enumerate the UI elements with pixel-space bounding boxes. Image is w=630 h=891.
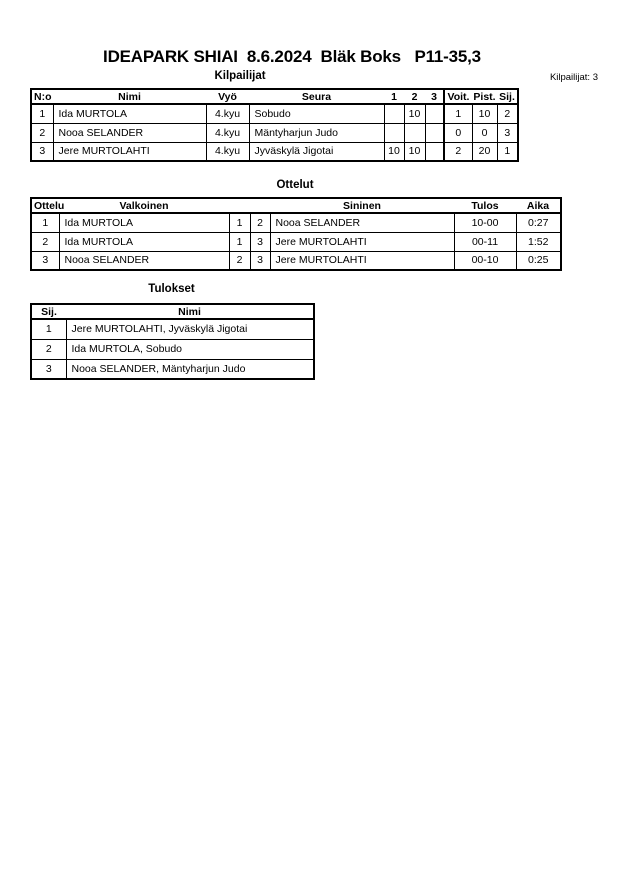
col-header-valkoinen: Valkoinen (59, 198, 229, 213)
cell-seura: Jyväskylä Jigotai (249, 142, 384, 161)
cell-no: 1 (31, 104, 53, 123)
cell-round1 (384, 123, 404, 142)
tulokset-table (30, 303, 315, 380)
col-header-pist: Pist. (473, 90, 496, 103)
tulokset-section-title: Tulokset (148, 283, 195, 295)
col-header-sininen: Sininen (270, 198, 454, 213)
kilpailijat-section-title: Kilpailijat (214, 70, 266, 82)
ottelut-header-row (31, 198, 561, 213)
cell-match-no: 1 (31, 213, 59, 232)
cell-round1: 10 (384, 142, 404, 161)
cell-round3 (425, 142, 444, 161)
cell-pist: 20 (472, 142, 497, 161)
kilpailijat-table (30, 88, 519, 162)
cell-sij: 1 (31, 319, 66, 339)
tulokset-header-row (31, 304, 314, 319)
col-header-vyo: Vyö (206, 89, 249, 104)
cell-vyo: 4.kyu (206, 123, 249, 142)
cell-seura: Mäntyharjun Judo (249, 123, 384, 142)
cell-round2: 10 (404, 142, 425, 161)
cell-voit: 1 (444, 104, 472, 123)
cell-blue-no: 2 (250, 213, 270, 232)
table-row (31, 142, 518, 161)
cell-nimi: Nooa SELANDER (53, 123, 206, 142)
cell-valkoinen: Ida MURTOLA (59, 213, 229, 232)
cell-nimi: Jere MURTOLAHTI (53, 142, 206, 161)
cell-nimi: Ida MURTOLA, Sobudo (66, 339, 314, 359)
cell-blue-no: 3 (250, 251, 270, 270)
col-header-tulos: Tulos (454, 198, 516, 213)
cell-round3 (425, 104, 444, 123)
ottelut-section-title: Ottelut (276, 179, 314, 191)
cell-sij: 3 (497, 123, 518, 142)
col-header-sij: Sij. (31, 304, 66, 319)
cell-pist: 10 (472, 104, 497, 123)
cell-nimi: Ida MURTOLA (53, 104, 206, 123)
cell-no: 2 (31, 123, 53, 142)
cell-tulos: 00-11 (454, 232, 516, 251)
cell-vyo: 4.kyu (206, 104, 249, 123)
col-header-white-no (229, 198, 250, 213)
cell-no: 3 (31, 142, 53, 161)
col-header-no: N:o (31, 89, 53, 104)
cell-tulos: 10-00 (454, 213, 516, 232)
cell-vyo: 4.kyu (206, 142, 249, 161)
competitors-count: Kilpailijat: 3 (549, 72, 598, 83)
cell-aika: 0:25 (516, 251, 561, 270)
cell-aika: 1:52 (516, 232, 561, 251)
cell-round3 (425, 123, 444, 142)
table-row (31, 232, 561, 251)
ottelut-table (30, 197, 562, 271)
cell-voit: 0 (444, 123, 472, 142)
col-header-voit: Voit. (444, 89, 472, 104)
col-header-seura: Seura (249, 89, 384, 104)
cell-sininen: Jere MURTOLAHTI (270, 251, 454, 270)
table-row (31, 339, 314, 359)
cell-match-no: 2 (31, 232, 59, 251)
cell-sij: 3 (31, 359, 66, 379)
table-row (31, 213, 561, 232)
cell-round2 (404, 123, 425, 142)
cell-valkoinen: Ida MURTOLA (59, 232, 229, 251)
page-title: IDEAPARK SHIAI 8.6.2024 Bläk Boks P11-35,3 (103, 47, 481, 66)
cell-tulos: 00-10 (454, 251, 516, 270)
table-row (31, 123, 518, 142)
col-header-round1: 1 (384, 89, 404, 104)
cell-voit: 2 (444, 142, 472, 161)
table-row (31, 251, 561, 270)
cell-aika: 0:27 (516, 213, 561, 232)
col-header-round2: 2 (404, 89, 425, 104)
cell-white-no: 1 (229, 232, 250, 251)
table-row (31, 319, 314, 339)
col-header-aika: Aika (516, 198, 561, 213)
kilpailijat-header-row (31, 89, 518, 104)
cell-sij: 2 (31, 339, 66, 359)
cell-sininen: Jere MURTOLAHTI (270, 232, 454, 251)
cell-valkoinen: Nooa SELANDER (59, 251, 229, 270)
cell-white-no: 2 (229, 251, 250, 270)
table-row (31, 104, 518, 123)
cell-pist: 0 (472, 123, 497, 142)
col-header-sij: Sij. (497, 89, 518, 104)
cell-round2: 10 (404, 104, 425, 123)
col-header-nimi: Nimi (53, 89, 206, 104)
col-header-ottelu: Ottelu (31, 198, 59, 213)
cell-match-no: 3 (31, 251, 59, 270)
table-row (31, 359, 314, 379)
cell-white-no: 1 (229, 213, 250, 232)
cell-blue-no: 3 (250, 232, 270, 251)
col-header-nimi: Nimi (66, 304, 314, 319)
cell-nimi: Jere MURTOLAHTI, Jyväskylä Jigotai (66, 319, 314, 339)
col-header-blue-no (250, 198, 270, 213)
cell-sij: 2 (497, 104, 518, 123)
cell-round1 (384, 104, 404, 123)
cell-seura: Sobudo (249, 104, 384, 123)
col-header-round3: 3 (425, 89, 444, 104)
cell-nimi: Nooa SELANDER, Mäntyharjun Judo (66, 359, 314, 379)
cell-sininen: Nooa SELANDER (270, 213, 454, 232)
cell-sij: 1 (497, 142, 518, 161)
